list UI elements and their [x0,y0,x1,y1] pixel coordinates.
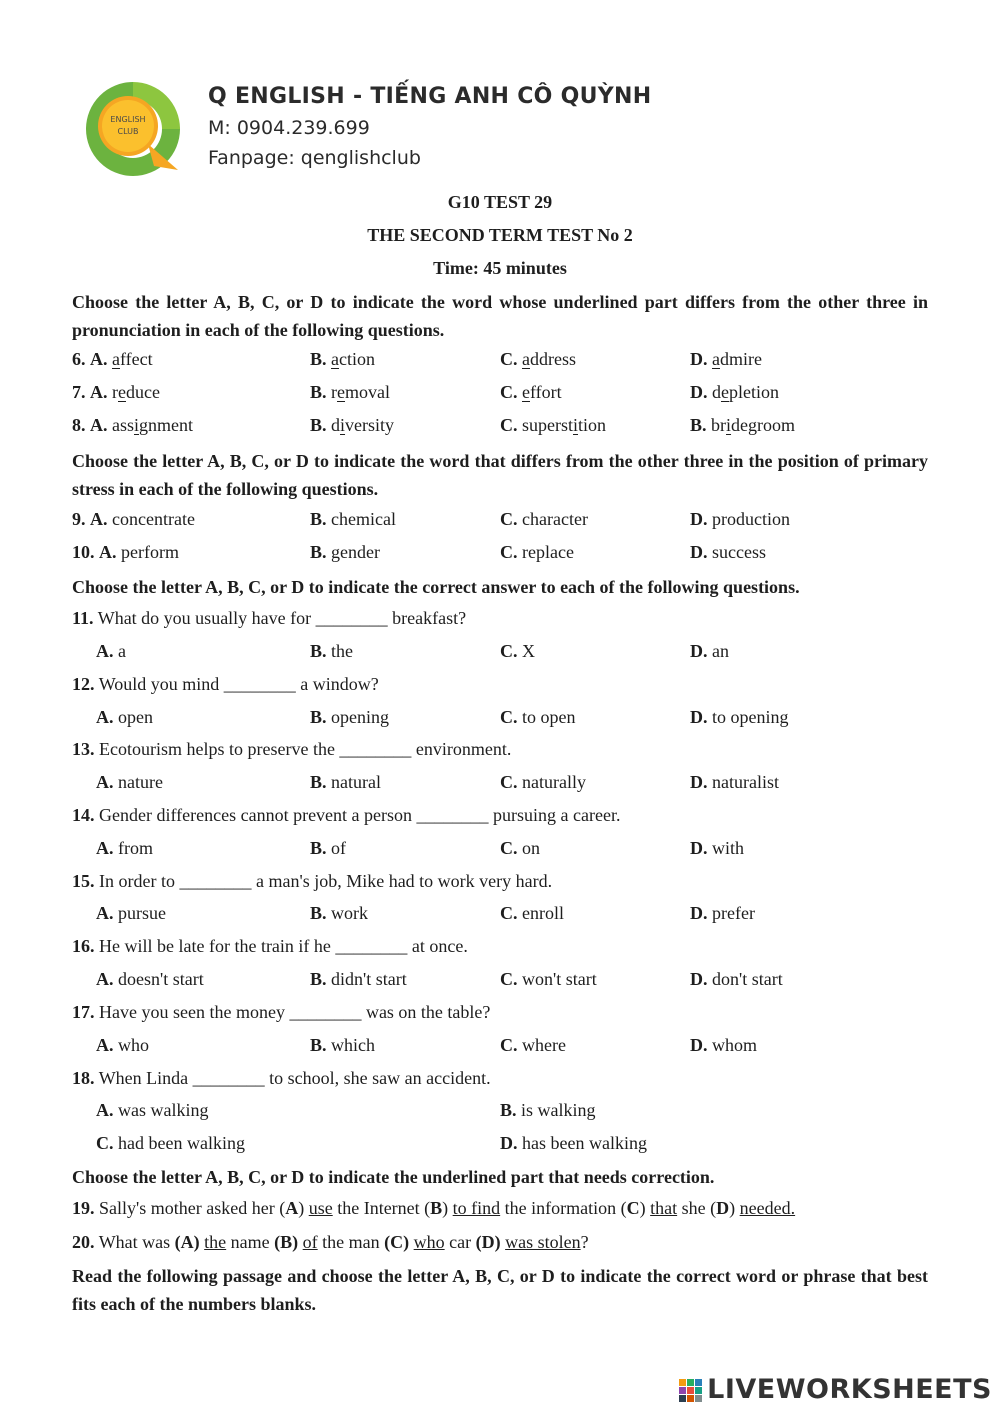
option-a[interactable]: A. a [96,641,126,661]
phone-number: M: 0904.239.699 [208,117,370,139]
test-time: Time: 45 minutes [433,258,567,278]
option-d[interactable]: D. depletion [690,382,779,402]
question-6 [72,349,932,377]
option-c[interactable]: C. on [500,838,540,858]
english-club-logo [78,74,188,184]
option-a[interactable]: A. from [96,838,153,858]
question-16-options [72,969,932,997]
option-a[interactable]: A. pursue [96,903,166,923]
question-12-options [72,707,932,735]
question-17-stem: 17. Have you seen the money ________ was on the table? [72,1002,491,1022]
question-18-options-row2 [72,1133,932,1161]
option-d[interactable]: D. an [690,641,729,661]
option-b[interactable]: B. action [310,349,376,369]
option-a[interactable]: 8. A. assignment [72,415,194,435]
question-15-options [72,903,932,931]
option-b[interactable]: B. which [310,1035,376,1055]
option-c[interactable]: C. address [500,349,576,369]
instruction-correction: Choose the letter A, B, C, or D to indicate the underlined part that needs correction. [72,1167,715,1187]
instruction-stress: Choose the letter A, B, C, or D to indicate the word that differs from the other three in the position of primary stress in each of the following questions. [72,451,928,499]
svg-text:CLUB: CLUB [117,127,139,136]
question-13-options [72,772,932,800]
part-c[interactable]: who [413,1232,445,1252]
option-c[interactable]: C. to open [500,707,576,727]
brand-block [208,84,651,169]
instruction-correct-answer: Choose the letter A, B, C, or D to indicate the correct answer to each of the following questions. [72,577,800,597]
option-a[interactable]: 10. A. perform [72,542,179,562]
option-d[interactable]: D. with [690,838,745,858]
option-a[interactable]: 9. A. concentrate [72,509,195,529]
question-14-stem: 14. Gender differences cannot prevent a person ________ pursuing a career. [72,805,621,825]
svg-text:ENGLISH: ENGLISH [110,115,146,124]
part-d[interactable]: was stolen [505,1232,581,1252]
option-d[interactable]: D. has been walking [500,1133,647,1153]
test-code: G10 TEST 29 [447,192,553,212]
option-d[interactable]: B. bridegroom [690,415,796,435]
option-a[interactable]: A. was walking [96,1100,209,1120]
question-16-stem: 16. He will be late for the train if he ________ at once. [72,936,468,956]
option-c[interactable]: C. naturally [500,772,586,792]
option-a[interactable]: A. nature [96,772,163,792]
option-a[interactable]: A. who [96,1035,149,1055]
option-d[interactable]: D. don't start [690,969,783,989]
part-a[interactable]: the [204,1232,227,1252]
option-c[interactable]: C. X [500,641,535,661]
question-11-stem: 11. What do you usually have for ________ breakfast? [72,608,467,628]
option-d[interactable]: D. admire [690,349,762,369]
option-b[interactable]: B. diversity [310,415,395,435]
question-19: 19. Sally's mother asked her (A) use the Internet (B) to find the information (C) that she (D) needed. [72,1198,796,1218]
option-b[interactable]: B. didn't start [310,969,407,989]
option-b[interactable]: B. the [310,641,354,661]
option-b[interactable]: B. natural [310,772,381,792]
question-8 [72,415,932,443]
instruction-passage: Read the following passage and choose the letter A, B, C, or D to indicate the correct word or phrase that best fits each of the numbers blanks. [72,1266,928,1314]
option-c[interactable]: C. where [500,1035,566,1055]
option-c[interactable]: C. effort [500,382,562,402]
question-9 [72,509,932,537]
brand-name: Q ENGLISH - TIẾNG ANH CÔ QUỲNH [208,84,652,109]
option-b[interactable]: B. removal [310,382,391,402]
option-c[interactable]: C. character [500,509,588,529]
part-b[interactable]: of [302,1232,318,1252]
question-18-stem: 18. When Linda ________ to school, she saw an accident. [72,1068,491,1088]
question-18-options-row1 [72,1100,932,1128]
option-d[interactable]: D. whom [690,1035,757,1055]
part-c[interactable]: that [650,1198,678,1218]
fanpage: Fanpage: qenglishclub [208,147,421,169]
question-7 [72,382,932,410]
option-c[interactable]: C. superstition [500,415,607,435]
part-b[interactable]: to find [452,1198,501,1218]
option-b[interactable]: B. work [310,903,369,923]
option-a[interactable]: A. open [96,707,153,727]
question-11-options [72,641,932,669]
header [78,74,778,184]
liveworksheets-logo-icon [678,1378,704,1404]
question-10 [72,542,932,570]
option-a[interactable]: A. doesn't start [96,969,204,989]
question-20: 20. What was (A) the name (B) of the man (C) who car (D) was stolen? [72,1232,589,1252]
option-a[interactable]: 7. A. reduce [72,382,160,402]
part-d[interactable]: needed. [739,1198,796,1218]
liveworksheets-footer[interactable] [678,1374,992,1410]
option-c[interactable]: C. won't start [500,969,597,989]
option-c[interactable]: C. had been walking [96,1133,245,1153]
option-b[interactable]: B. chemical [310,509,396,529]
option-c[interactable]: C. enroll [500,903,564,923]
question-12-stem: 12. Would you mind ________ a window? [72,674,379,694]
test-name: THE SECOND TERM TEST No 2 [367,225,633,245]
instruction-pronunciation: Choose the letter A, B, C, or D to indicate the word whose underlined part differs from the other three in pronunciation in each of the following questions. [72,292,928,340]
option-d[interactable]: D. to opening [690,707,789,727]
option-d[interactable]: D. prefer [690,903,755,923]
question-14-options [72,838,932,866]
liveworksheets-brand: LIVEWORKSHEETS [707,1374,992,1405]
question-15-stem: 15. In order to ________ a man's job, Mike had to work very hard. [72,871,553,891]
part-a[interactable]: use [308,1198,333,1218]
option-a[interactable]: 6. A. affect [72,349,153,369]
option-c[interactable]: C. replace [500,542,574,562]
option-d[interactable]: D. production [690,509,790,529]
option-b[interactable]: B. of [310,838,347,858]
option-d[interactable]: D. success [690,542,766,562]
option-b[interactable]: B. is walking [500,1100,596,1120]
option-b[interactable]: B. gender [310,542,380,562]
question-13-stem: 13. Ecotourism helps to preserve the ________ environment. [72,739,512,759]
option-b[interactable]: B. opening [310,707,390,727]
question-17-options [72,1035,932,1063]
option-d[interactable]: D. naturalist [690,772,779,792]
